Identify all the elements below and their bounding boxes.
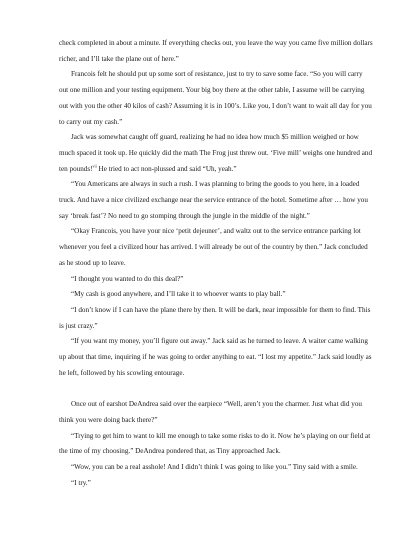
paragraph-text: Once out of earshot DeAndrea said over the earpiece “Well, aren’t you the charmer. Just what did you think you were doing back there?”	[59, 400, 362, 424]
paragraph-text: “You Americans are always in such a rush. I was planning to bring the goods to you here, in a loaded truck. And have a nice civilized exchange near the service entrance of the hotel. Sometime after … how you say ‘break fast’? No need to go stomping through the jungle in the middle of the night.”	[59, 180, 368, 220]
paragraph	[59, 397, 373, 428]
paragraph	[59, 130, 373, 177]
paragraph	[59, 303, 373, 334]
paragraph-text: “If you want my money, you’ll figure out away.” Jack said as he turned to leave. A waiter came walking up about that time, inquiring if he was going to order anything to eat. “I lost my appetite.” Jack said loudly as he left, followed by his scowling entourage.	[59, 337, 372, 377]
body-text	[59, 36, 373, 491]
paragraph	[59, 224, 373, 271]
paragraph-text: “I thought you wanted to do this deal?”	[71, 274, 184, 283]
paragraph-text: “Wow, you can be a real asshole! And I didn’t think I was going to like you.” Tiny said with a smile.	[71, 462, 358, 471]
paragraph	[59, 177, 373, 224]
paragraph	[59, 476, 373, 492]
paragraph-text: “Okay Francois, you have your nice ‘petit dejeuner’, and waltz out to the service entrance parking lot whenever you feel a civilized hour has arrived. I will already be out of the country by then.” Jack concluded as he stood up to leave.	[59, 227, 368, 267]
paragraph-text: Francois felt he should put up some sort of resistance, just to try to save some face. “So you will carry out one million and your testing equipment. Your big boy there at the other table, I assume will be carrying out with you the other 40 kilos of cash? Assuming it is in 100’s. Like you, I don’t want to wait all day for you to carry out my cash.”	[59, 70, 372, 126]
paragraph	[59, 287, 373, 303]
paragraph-text-continued: He tried to act non-plussed and said “Uh, yeah.”	[96, 164, 237, 173]
paragraph-text: “I don’t know if I can have the plane there by then. It will be dark, near impossible for them to find. This is just crazy.”	[59, 305, 371, 330]
paragraph-text: “Trying to get him to want to kill me enough to take some risks to do it. Now he’s playing on our field at the time of my choosing.” DeAndrea pondered that, as Tiny approached Jack.	[59, 431, 371, 456]
paragraph-text: check completed in about a minute. If everything checks out, you leave the way you came five million dollars richer, and I’ll take the plane out of here.”	[59, 39, 373, 63]
paragraph-text: “My cash is good anywhere, and I’ll take it to whoever wants to play ball.”	[71, 290, 286, 299]
paragraph	[59, 67, 373, 130]
paragraph	[59, 36, 373, 67]
footnote-marker: vii	[92, 163, 97, 169]
paragraph	[59, 429, 373, 460]
paragraph	[59, 272, 373, 288]
paragraph	[59, 460, 373, 476]
paragraph-text: Jack was somewhat caught off guard, realizing he had no idea how much $5 million weighed or how much spaced it took up. He quickly did the math The Frog just threw out. ‘Five mill’ weighs one hundred and ten pounds!	[59, 133, 373, 173]
paragraph-text: “I try.”	[71, 478, 91, 487]
paragraph	[59, 334, 373, 381]
